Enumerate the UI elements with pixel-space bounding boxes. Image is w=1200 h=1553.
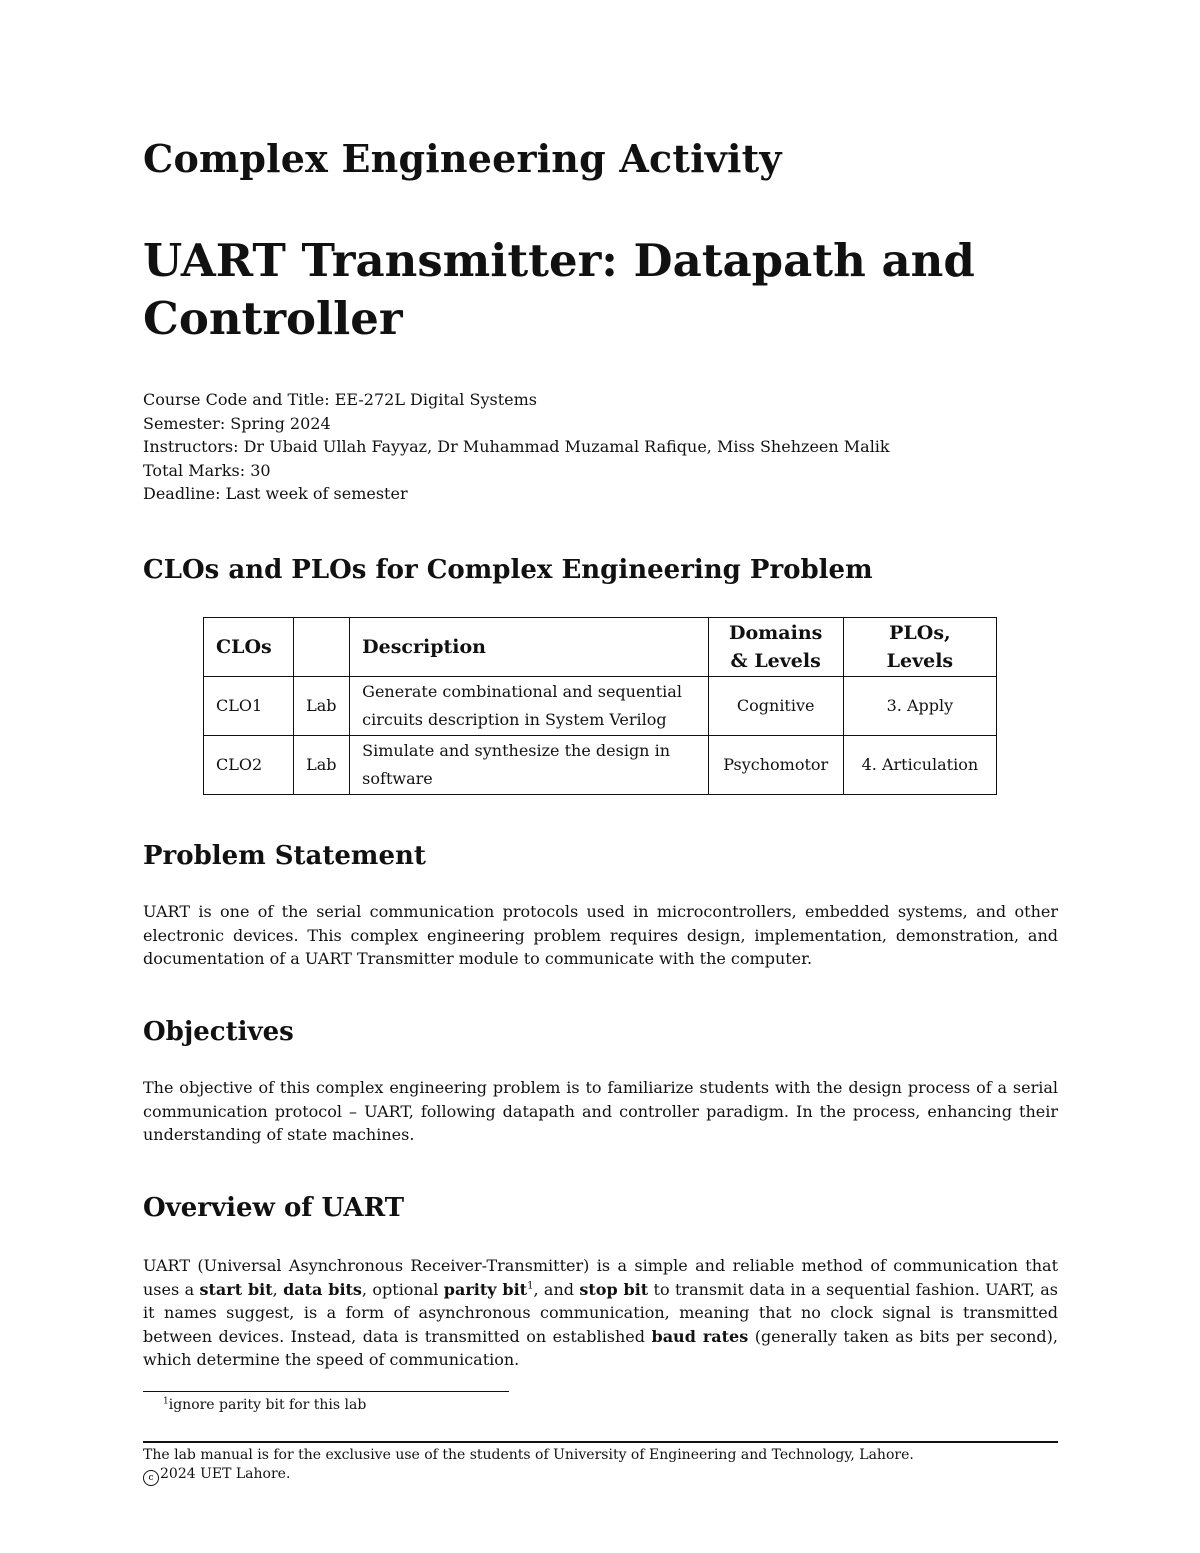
header-domains: Domains & Levels bbox=[708, 618, 843, 677]
overview-text bbox=[143, 1254, 1058, 1372]
type-cell: Lab bbox=[294, 736, 350, 795]
term-stop-bit: stop bit bbox=[579, 1279, 649, 1299]
copyright-text: 2024 UET Lahore. bbox=[160, 1465, 291, 1482]
course-info bbox=[143, 388, 890, 506]
objectives-heading: Objectives bbox=[143, 1017, 294, 1047]
overview-text-part: , optional bbox=[361, 1279, 444, 1299]
document-title: UART Transmitter: Datapath and Controller bbox=[143, 234, 975, 345]
plo-cell: 4. Articulation bbox=[843, 736, 996, 795]
problem-text: UART is one of the serial communication protocols used in microcontrollers, embedded systems, and other electronic devices. This complex engineering problem requires design, implementation, demonstration, and documentation of a UART Transmitter module to communicate with the computer. bbox=[143, 902, 1058, 968]
term-start-bit: start bit bbox=[199, 1279, 273, 1299]
table-row bbox=[204, 677, 997, 736]
overview-text-part: to transmit data in a sequential fashion. UART, as it names suggest, is a form of asynchronous communication, meaning that no clock signal is transmitted between devices. Instead, data is transmitted on established bbox=[143, 1279, 1059, 1346]
header-type bbox=[294, 618, 350, 677]
total-marks: Total Marks: 30 bbox=[143, 460, 271, 480]
header-description: Description bbox=[350, 618, 708, 677]
footnote-text: ignore parity bit for this lab bbox=[168, 1397, 367, 1413]
overview-heading: Overview of UART bbox=[143, 1193, 405, 1223]
course-code: Course Code and Title: EE-272L Digital Systems bbox=[143, 390, 537, 409]
description-cell: Simulate and synthesize the design in software bbox=[350, 736, 708, 795]
overview-text-part: , bbox=[272, 1279, 284, 1299]
clo-cell: CLO2 bbox=[204, 736, 294, 795]
term-data-bits: data bits bbox=[283, 1279, 362, 1299]
objectives-text: The objective of this complex engineering problem is to familiarize students with the design process of a serial communication protocol – UART, following datapath and controller paradigm. In the process, enhancing their understanding of state machines. bbox=[143, 1078, 1058, 1144]
description-cell: Generate combinational and sequential circuits description in System Verilog bbox=[350, 677, 708, 736]
term-baud-rates: baud rates bbox=[651, 1326, 749, 1346]
overview-text-part: , and bbox=[533, 1279, 580, 1299]
term-parity-bit: parity bit bbox=[443, 1279, 528, 1299]
clo-cell: CLO1 bbox=[204, 677, 294, 736]
header-plos: PLOs, Levels bbox=[843, 618, 996, 677]
page-footer bbox=[143, 1446, 914, 1486]
activity-kicker: Complex Engineering Activity bbox=[143, 136, 782, 181]
footer-notice: The lab manual is for the exclusive use of the students of University of Engineering and Technology, Lahore. bbox=[143, 1447, 914, 1463]
footer-rule bbox=[143, 1441, 1058, 1443]
table-row bbox=[204, 736, 997, 795]
header-clos: CLOs bbox=[204, 618, 294, 677]
copyright-icon: c bbox=[143, 1470, 159, 1486]
problem-heading: Problem Statement bbox=[143, 841, 426, 871]
clo-table bbox=[203, 617, 997, 795]
semester: Semester: Spring 2024 bbox=[143, 413, 331, 433]
instructors: Instructors: Dr Ubaid Ullah Fayyaz, Dr Muhammad Muzamal Rafique, Miss Shehzeen Malik bbox=[143, 437, 890, 457]
footnote-rule bbox=[143, 1391, 509, 1392]
footnote-mark: 1 bbox=[163, 1396, 169, 1407]
domain-cell: Cognitive bbox=[708, 677, 843, 736]
table-header-row bbox=[204, 618, 997, 677]
clo-heading: CLOs and PLOs for Complex Engineering Problem bbox=[143, 555, 873, 585]
footer-copyright bbox=[143, 1465, 914, 1486]
overview-text-part: UART (Universal Asynchronous Receiver-Transmitter) is a simple and reliable method of communication that uses a bbox=[143, 1256, 1058, 1299]
plo-cell: 3. Apply bbox=[843, 677, 996, 736]
overview-text-part: (generally taken as bits per second), which determine the speed of communication. bbox=[143, 1326, 1058, 1369]
deadline: Deadline: Last week of semester bbox=[143, 484, 408, 504]
footnote bbox=[163, 1397, 366, 1413]
type-cell: Lab bbox=[294, 677, 350, 736]
domain-cell: Psychomotor bbox=[708, 736, 843, 795]
footnote-reference[interactable]: 1 bbox=[527, 1280, 534, 1292]
